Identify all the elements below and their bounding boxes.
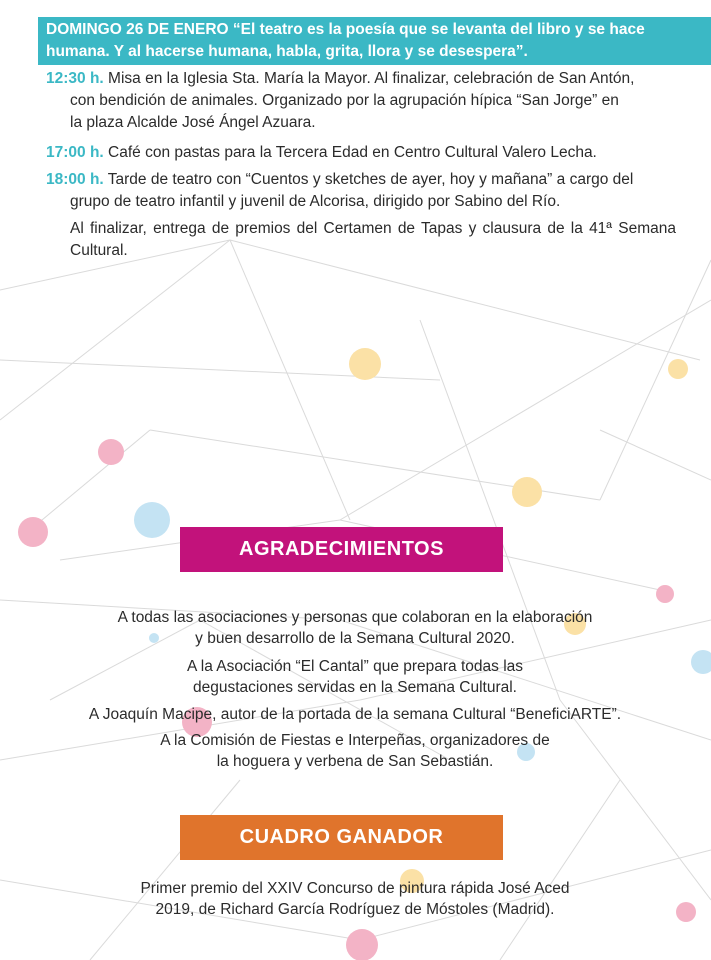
schedule-text: Café con pastas para la Tercera Edad en Centro Cultural Valero Lecha. [103, 144, 597, 161]
thanks-line: A la Asociación “El Cantal” que prepara todas las [186, 658, 524, 675]
thanks-item [60, 730, 650, 772]
thanks-line: y buen desarrollo de la Semana Cultural 2020. [195, 630, 515, 647]
thanks-line: A la Comisión de Fiestas e Interpeñas, organizadores de [160, 732, 550, 749]
thanks-line: A Joaquín Macipe, autor de la portada de la semana Cultural “BeneficiARTE”. [88, 706, 622, 723]
thanks-item [60, 704, 650, 725]
winner-title: CUADRO GANADOR [239, 826, 444, 848]
winner-banner [180, 815, 503, 860]
header-quote-band [38, 17, 711, 65]
thanks-line: degustaciones servidas en la Semana Cultural. [193, 679, 517, 696]
schedule-entry-3 [46, 169, 676, 213]
winner-text [60, 878, 650, 920]
schedule-entry-1 [46, 68, 676, 134]
thanks-line: A todas las asociaciones y personas que colaboran en la elaboración [117, 609, 593, 626]
header-quote: “El teatro es la poesía que se levanta del libro y se hace humana. Y al hacerse humana, habla, grita, llora y se desespera”. [46, 21, 645, 60]
schedule-text: la plaza Alcalde José Ángel Azuara. [70, 114, 316, 131]
schedule-time: 18:00 h. [46, 171, 104, 188]
schedule-time: 12:30 h. [46, 70, 104, 87]
schedule-time: 17:00 h. [46, 144, 104, 161]
decorative-dots [18, 348, 711, 960]
schedule-entry-2 [46, 142, 676, 164]
schedule-text: Tarde de teatro con “Cuentos y sketches de ayer, hoy y mañana” a cargo del [103, 171, 634, 188]
schedule-text: con bendición de animales. Organizado por la agrupación hípica “San Jorge” en [70, 92, 619, 109]
header-day: DOMINGO 26 DE ENERO [46, 21, 229, 38]
thanks-banner [180, 527, 503, 572]
thanks-item [60, 656, 650, 698]
winner-line: 2019, de Richard García Rodríguez de Móstoles (Madrid). [155, 901, 555, 918]
schedule-text: Misa en la Iglesia Sta. María la Mayor. Al finalizar, celebración de San Antón, [103, 70, 635, 87]
closing-note: Al finalizar, entrega de premios del Certamen de Tapas y clausura de la 41ª Semana Cultural. [70, 220, 676, 259]
schedule-text: grupo de teatro infantil y juvenil de Alcorisa, dirigido por Sabino del Río. [70, 193, 561, 210]
thanks-title: AGRADECIMIENTOS [239, 538, 444, 560]
thanks-line: la hoguera y verbena de San Sebastián. [216, 753, 494, 770]
winner-line: Primer premio del XXIV Concurso de pintura rápida José Aced [140, 880, 570, 897]
thanks-item [60, 607, 650, 649]
